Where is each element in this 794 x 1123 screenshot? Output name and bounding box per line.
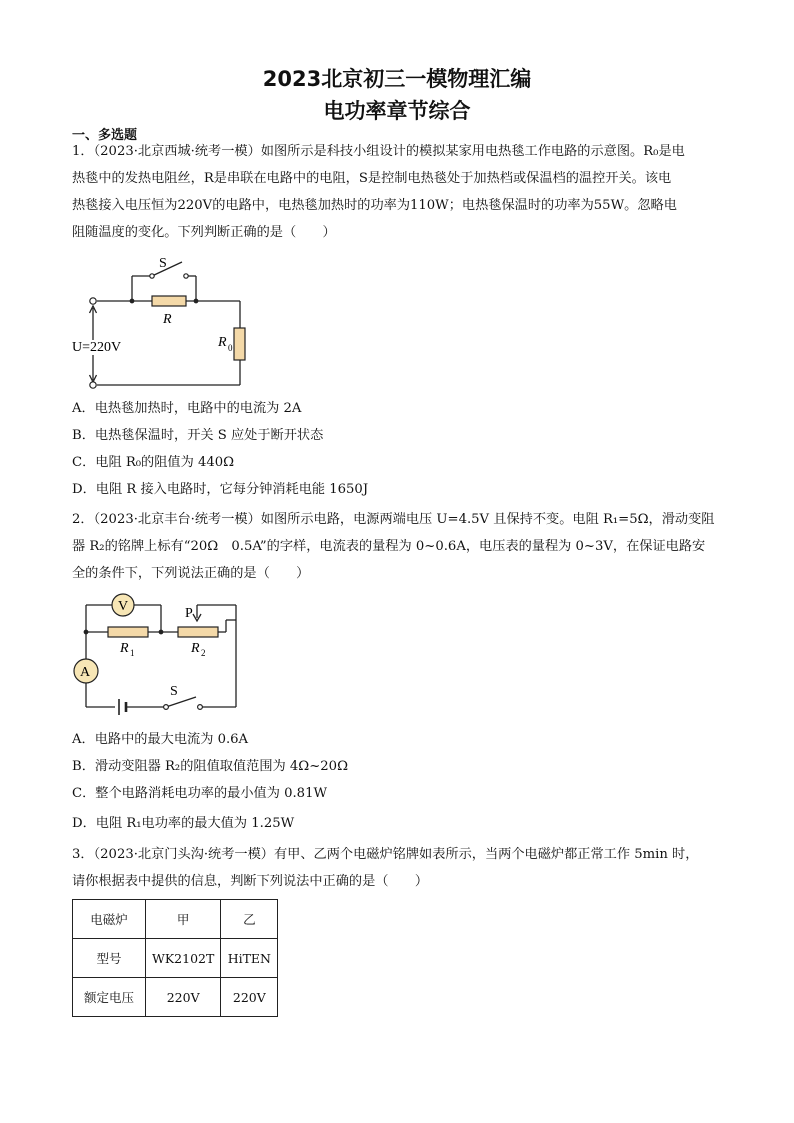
q2-label-switch: S <box>170 684 178 699</box>
doc-title: 2023北京初三一模物理汇编 <box>262 67 532 91</box>
q2-stem-line: 器 R₂的铭牌上标有“20Ω 0.5A”的字样，电流表的量程为 0~0.6A，电压表的量程为 0~3V，在保证电路安 <box>72 539 706 554</box>
doc-subtitle: 电功率章节综合 <box>323 99 471 123</box>
q2-option-d: D．电阻 R₁电功率的最大值为 1.25W <box>72 816 295 831</box>
q2-label-r2: R <box>191 641 200 656</box>
q1-option-a: A．电热毯加热时，电路中的电流为 2A <box>72 401 302 416</box>
table-row <box>73 939 278 978</box>
q3-stem <box>72 841 724 895</box>
q1-option-c: C．电阻 R₀的阻值为 440Ω <box>72 455 235 470</box>
q2-stem-line: 2．（2023·北京丰台·统考一模）如图所示电路，电源两端电压 U=4.5V 且保持不变。电阻 R₁=5Ω，滑动变阻 <box>72 512 715 527</box>
q1-label-switch: S <box>159 256 167 271</box>
q1-stem-line: 1．（2023·北京西城·统考一模）如图所示是科技小组设计的模拟某家用电热毯工作电路的示意图。R₀是电 <box>72 144 685 159</box>
q3-stem-line: 请你根据表中提供的信息，判断下列说法中正确的是（ ） <box>72 874 429 889</box>
q2-option-b: B．滑动变阻器 R₂的阻值取值范围为 4Ω~20Ω <box>72 759 349 774</box>
q1-stem-line: 热毯接入电压恒为220V的电路中，电热毯加热时的功率为110W；电热毯保温时的功率为55W。忽略电 <box>72 198 677 213</box>
q1-label-r0-sub: 0 <box>228 343 233 353</box>
section-heading: 一、多选题 <box>72 128 138 143</box>
q2-resistor-r2 <box>178 627 218 637</box>
table-cell: 额定电压 <box>73 978 146 1017</box>
q2-label-slider: P <box>185 606 193 621</box>
table-cell: HiTEN <box>221 939 278 978</box>
q2-label-r2-sub: 2 <box>201 648 206 658</box>
q2-stem-line: 全的条件下，下列说法正确的是（ ） <box>72 566 310 581</box>
table-cell: 乙 <box>221 900 278 939</box>
q2-resistor-r1 <box>108 627 148 637</box>
q1-stem-line: 阻随温度的变化。下列判断正确的是（ ） <box>72 225 336 240</box>
q1-option-d: D．电阻 R 接入电路时，它每分钟消耗电能 1650J <box>72 482 369 497</box>
q2-label-r1: R <box>120 641 129 656</box>
q2-option-c: C．整个电路消耗电功率的最小值为 0.81W <box>72 786 328 801</box>
q1-label-r0: R <box>218 335 227 350</box>
q1-stem-line: 热毯中的发热电阻丝，R是串联在电路中的电阻，S是控制电热毯处于加热档或保温档的温控开关。该电 <box>72 171 672 186</box>
q2-option-a: A．电路中的最大电流为 0.6A <box>72 732 249 747</box>
q2-label-voltmeter: V <box>118 599 129 614</box>
table-cell: 甲 <box>146 900 221 939</box>
table-row <box>73 978 278 1017</box>
table-row <box>73 900 278 939</box>
table-cell: 220V <box>146 978 221 1017</box>
q2-label-ammeter: A <box>80 665 91 680</box>
table-cell: WK2102T <box>146 939 221 978</box>
table-cell: 型号 <box>73 939 146 978</box>
q1-label-r: R <box>163 312 172 327</box>
q2-label-r1-sub: 1 <box>130 648 135 658</box>
table-cell: 电磁炉 <box>73 900 146 939</box>
q3-nameplate-table <box>72 899 278 1017</box>
q1-option-b: B．电热毯保温时，开关 S 应处于断开状态 <box>72 428 324 443</box>
table-cell: 220V <box>221 978 278 1017</box>
q1-label-voltage: U=220V <box>72 340 122 355</box>
q3-stem-line: 3．（2023·北京门头沟·统考一模）有甲、乙两个电磁炉铭牌如表所示，当两个电磁炉都正常工作 5min 时， <box>72 847 699 862</box>
